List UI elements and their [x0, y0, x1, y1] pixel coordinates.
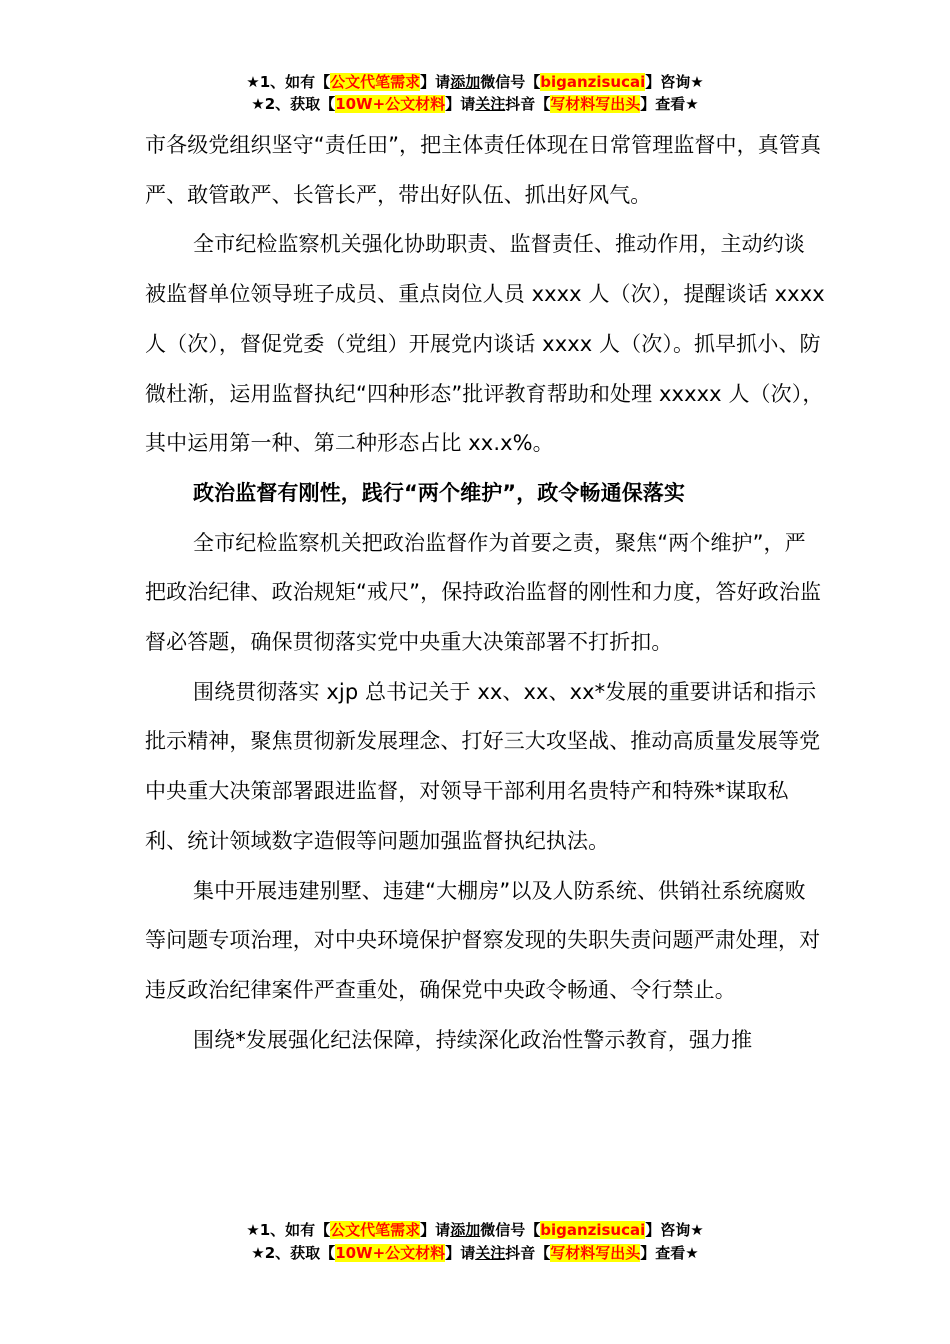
- highlight-douyin: 写材料写出头: [550, 1244, 641, 1262]
- paragraph: 全市纪检监察机关强化协助职责、监督责任、推动作用，主动约谈被监督单位领导班子成员、重点岗位人员 xxxx 人（次），提醒谈话 xxxx 人（次），督促党委（党组）开展党内谈话 xxxx 人（次）。抓早抓小、防微杜渐，运用监督执纪“四种形态”批评教育帮助和处理 xxxxx 人（次），其中运用第一种、第二种形态占比 xx.x%。: [145, 232, 825, 456]
- top-banner-line-2: ★2、获取【10W+公文材料】请关注抖音【写材料写出头】查看★: [251, 95, 699, 113]
- paragraph-continuation: 市各级党组织坚守“责任田”，把主体责任体现在日常管理监督中，真管真严、敢管敢严、长管长严，带出好队伍、抓出好风气。: [145, 133, 822, 207]
- section-heading: 政治监督有刚性，践行“两个维护”，政令畅通保落实: [193, 480, 686, 505]
- bottom-banner-line-2: ★2、获取【10W+公文材料】请关注抖音【写材料写出头】查看★: [251, 1244, 699, 1262]
- highlight-wechat-id: biganzisucai: [540, 73, 646, 91]
- highlight-service: 公文代笔需求: [330, 1221, 421, 1239]
- highlight-materials: 10W+公文材料: [335, 95, 446, 113]
- paragraph: 围绕*发展强化纪法保障，持续深化政治性警示教育，强力推: [193, 1027, 753, 1052]
- highlight-wechat-id: biganzisucai: [540, 1221, 646, 1239]
- highlight-materials: 10W+公文材料: [335, 1244, 446, 1262]
- paragraph: 全市纪检监察机关把政治监督作为首要之责，聚焦“两个维护”，严把政治纪律、政治规矩“戒尺”，保持政治监督的刚性和力度，答好政治监督必答题，确保贯彻落实党中央重大决策部署不打折扣。: [145, 530, 822, 655]
- highlight-douyin: 写材料写出头: [550, 95, 641, 113]
- highlight-service: 公文代笔需求: [330, 73, 421, 91]
- document-body: [145, 121, 825, 1065]
- bottom-banner-line-1: ★1、如有【公文代笔需求】请添加微信号【biganzisucai】咨询★: [246, 1221, 704, 1239]
- paragraph: 围绕贯彻落实 xjp 总书记关于 xx、xx、xx*发展的重要讲话和指示批示精神，聚焦贯彻新发展理念、打好三大攻坚战、推动高质量发展等党中央重大决策部署跟进监督，对领导干部利用名贵特产和特殊*谋取私利、统计领域数字造假等问题加强监督执纪执法。: [145, 679, 821, 853]
- top-banner-line-1: ★1、如有【公文代笔需求】请添加微信号【biganzisucai】咨询★: [246, 73, 704, 91]
- paragraph: 集中开展违建别墅、违建“大棚房”以及人防系统、供销社系统腐败等问题专项治理，对中央环境保护督察发现的失职失责问题严肃处理，对违反政治纪律案件严查重处，确保党中央政令畅通、令行禁止。: [145, 878, 821, 1002]
